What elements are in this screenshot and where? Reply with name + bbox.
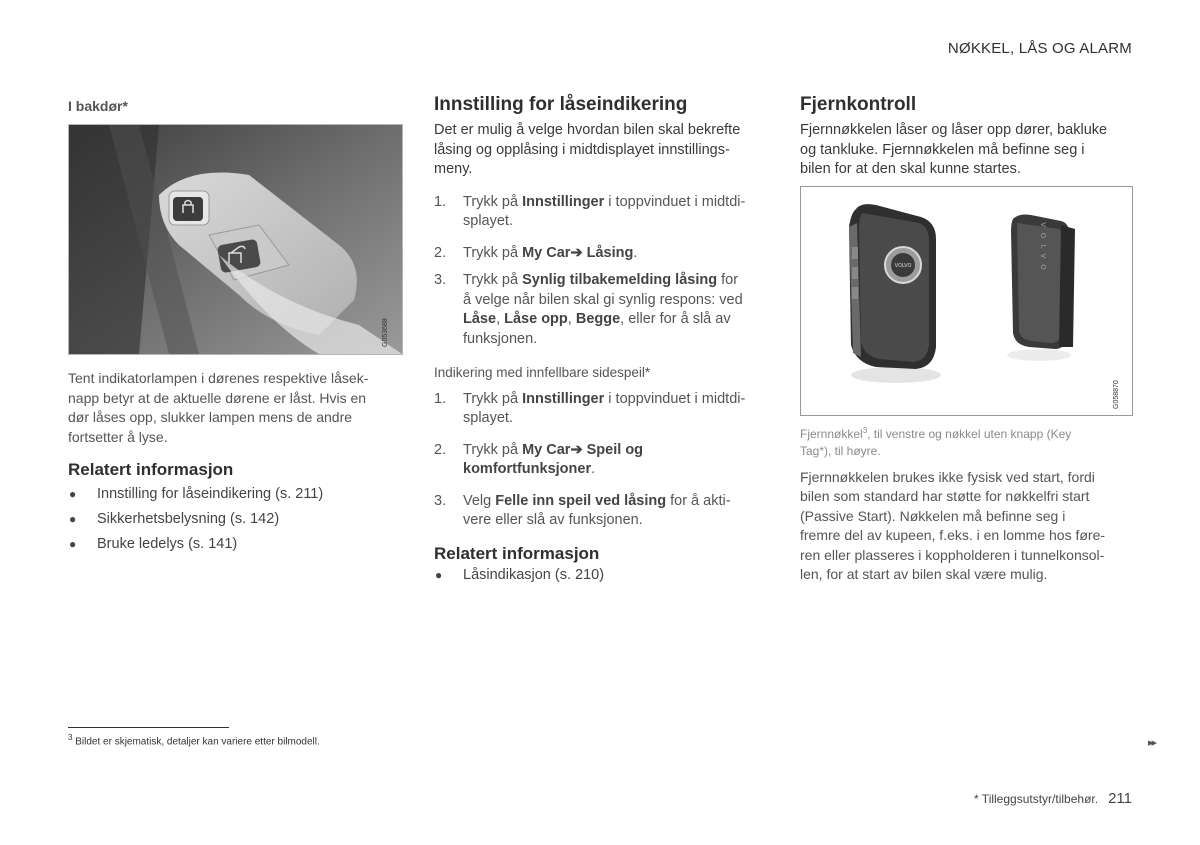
option-unlock[interactable]: Låse opp (504, 311, 568, 327)
related-link[interactable]: ● Innstilling for låseindikering (s. 211) (68, 482, 403, 507)
figure-caption: Fjernnøkkel$^3$, til venstre og nøkkel uten knapp (Key Tag*), til høyre. (800, 425, 1072, 458)
intro-line: bilen for at den skal kunne startes. (800, 161, 1021, 177)
menu-path-comfort[interactable]: komfortfunksjoner (463, 461, 592, 477)
footnote: $^3$ Bildet er skjematisk, detaljer kan variere etter bilmodell. (68, 733, 320, 748)
related-link[interactable]: ● Sikkerhetsbelysning (s. 142) (68, 507, 403, 532)
menu-path-fold-mirrors[interactable]: Felle inn speil ved låsing (495, 492, 667, 509)
related-info-heading: Relatert informasjon (68, 460, 234, 479)
body-line: (Passive Start). Nøkkelen må befinne seg i (800, 507, 1066, 524)
page-number: 211 (1108, 790, 1132, 807)
intro-line: og tankluke. Fjernnøkkelen må befinne seg i (800, 141, 1085, 158)
body-line: napp betyr at de aktuelle dørene er låst. Hvis en (68, 389, 367, 406)
body-line: ren eller plasseres i koppholderen i tunnelkonsol- (800, 546, 1105, 563)
mirror-intro: Indikering med innfellbare sidespeil* (434, 365, 651, 380)
footnote-divider (68, 727, 229, 728)
menu-path-my-car[interactable]: My Car (522, 441, 571, 458)
bullet-icon: ● (69, 487, 77, 501)
steps-list-2 (434, 390, 764, 531)
option-lock[interactable]: Låse (463, 311, 497, 327)
step-item: 3. Velg Felle inn speil ved låsing for å akti- vere eller slå av funksjonen. (434, 492, 731, 528)
menu-path-locking[interactable]: Låsing (582, 244, 634, 261)
body-line: fortsetter å lyse. (68, 428, 168, 445)
menu-path-settings[interactable]: Innstillinger (522, 390, 605, 407)
continue-arrows-icon: ▸▸ (1148, 737, 1156, 749)
intro-line: låsing og opplåsing i midtdisplayet innstillings- (434, 141, 730, 158)
bullet-icon: ● (69, 512, 77, 526)
body-line: Fjernnøkkelen brukes ikke fysisk ved start, fordi (800, 468, 1095, 485)
arrow-right-icon: ➔ (570, 244, 583, 261)
option-both[interactable]: Begge (575, 311, 621, 327)
related-link[interactable]: ● Låsindikasjon (s. 210) (435, 566, 605, 583)
menu-path-settings[interactable]: Innstillinger (522, 193, 605, 210)
menu-path-visual-feedback[interactable]: Synlig tilbakemelding låsing (522, 272, 718, 288)
figure-code: G058870 (1113, 379, 1120, 409)
body-line: dør låses opp, slukker lampen mens de andre (68, 409, 353, 425)
column-door-lock (68, 94, 403, 557)
bullet-icon: ● (435, 567, 443, 582)
intro-line: meny. (434, 161, 473, 177)
related-link[interactable]: ● Bruke ledelys (s. 141) (68, 532, 403, 557)
menu-path-mirrors[interactable]: Speil og (582, 441, 644, 458)
menu-path-my-car[interactable]: My Car (522, 244, 571, 261)
column-lock-indication (434, 94, 764, 585)
related-info-heading: Relatert informasjon (434, 543, 600, 563)
intro-line: Det er mulig å velge hvordan bilen skal bekrefte (434, 122, 741, 138)
steps-list-1 (434, 193, 764, 350)
section-title-lock-indication: Innstilling for låseindikering (434, 94, 688, 115)
related-list (68, 482, 403, 557)
arrow-right-icon: ➔ (570, 441, 583, 458)
intro-text (434, 121, 764, 180)
step-item: 2. Trykk på My Car➔ Låsing. (434, 244, 638, 261)
step-item: 1. Trykk på Innstillinger i toppvinduet i midtdi- splayet. (434, 193, 746, 229)
body-text-indicator (68, 369, 403, 447)
step-item: 1. Trykk på Innstillinger i toppvinduet i midtdi- splayet. (434, 390, 746, 426)
body-line: fremre del av kupeen, f.eks. i en lomme hos føre- (800, 527, 1106, 543)
body-text-passive-start (800, 468, 1135, 585)
figure-code: G053688 (382, 318, 389, 347)
related-list (434, 566, 764, 585)
section-title-remote: Fjernkontroll (800, 94, 917, 115)
step-item: 3. Trykk på Synlig tilbakemelding låsing for å velge når bilen skal gi synlig respons: ved Låse, Låse opp, Begge, eller for å slå av funksjonen. (434, 272, 743, 347)
column-remote-control (800, 94, 1135, 585)
bullet-icon: ● (69, 537, 77, 551)
door-lock-illustration (69, 125, 402, 354)
remote-key-figure (800, 186, 1133, 416)
door-lock-figure (68, 124, 403, 355)
page-header-title: NØKKEL, LÅS OG ALARM (947, 40, 1132, 57)
step-item: 2. Trykk på My Car➔ Speil og komfortfunksjoner. (434, 441, 644, 477)
page-footer (974, 790, 1132, 807)
key-tag-brand: VOLVO (1039, 221, 1047, 276)
body-line: len, for at start av bilen skal være mulig. (800, 566, 1048, 582)
accessory-note: * Tilleggsutstyr/tilbehør. (974, 792, 1099, 806)
body-line: Tent indikatorlampen i dørenes respektive låsek- (68, 370, 369, 386)
remote-key-illustration (801, 187, 1132, 415)
body-line: bilen som standard har støtte for nøkkelfri start (800, 488, 1090, 504)
subheading-rear-door: I bakdør* (68, 98, 128, 114)
intro-line: Fjernnøkkelen låser og låser opp dører, bakluke (800, 122, 1108, 138)
intro-text (800, 121, 1135, 180)
key-brand-logo: VOLVO (894, 262, 912, 269)
